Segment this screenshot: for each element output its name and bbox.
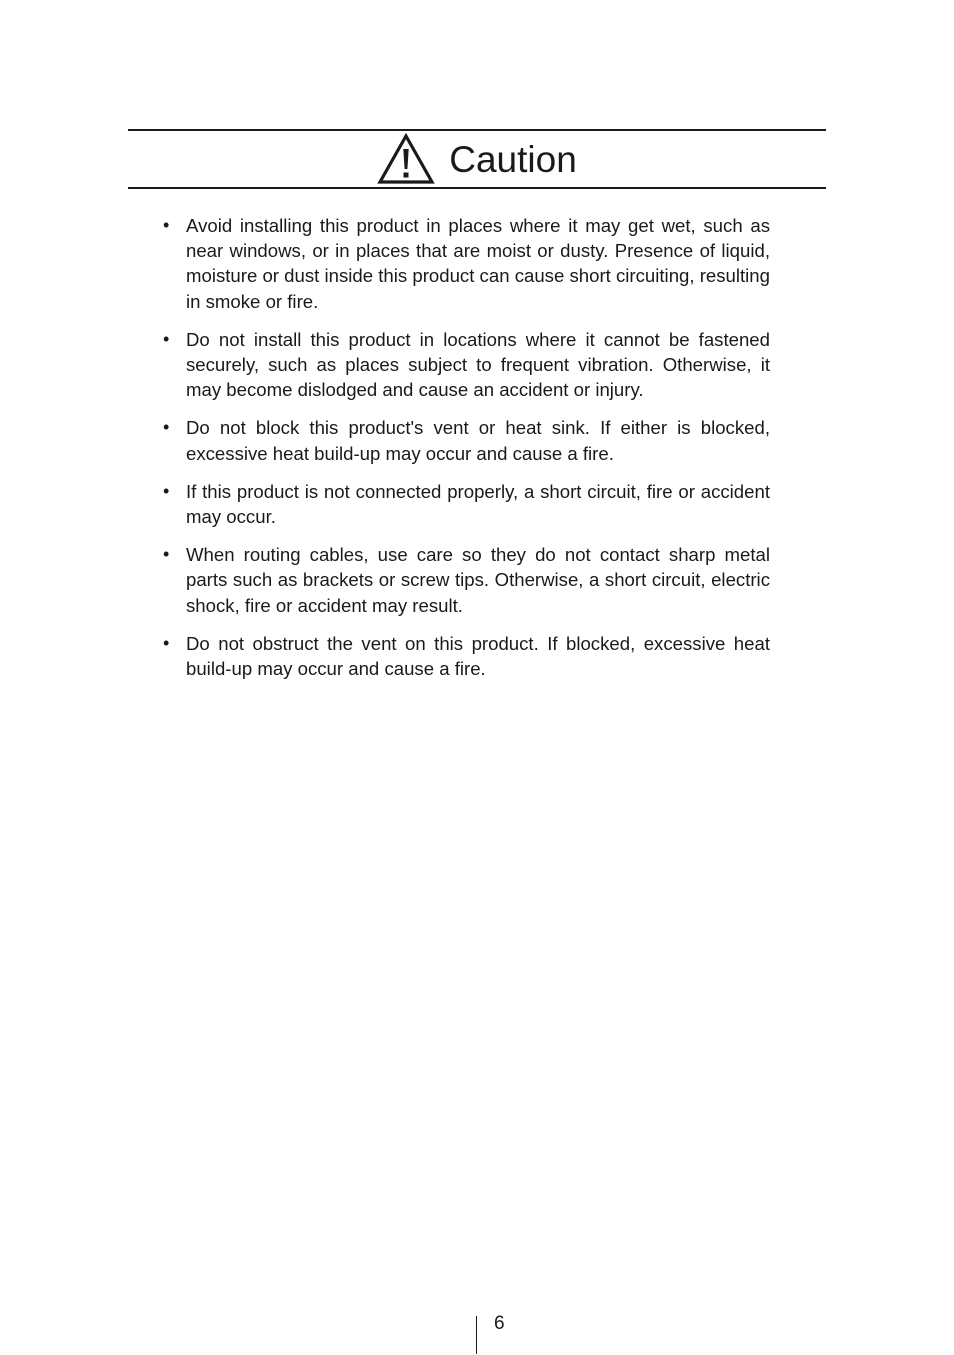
caution-list <box>160 213 770 694</box>
list-item-text: If this product is not connected properly, a short circuit, fire or accident may occur. <box>186 480 770 528</box>
bullet-icon: • <box>163 632 170 653</box>
list-item <box>160 415 770 465</box>
list-item <box>160 631 770 681</box>
list-item <box>160 479 770 529</box>
list-item-text: Do not install this product in locations where it cannot be fastened securely, such as places subject to frequent vibration. Otherwise, it may become dislodged and cause an accident or injury. <box>186 328 770 401</box>
bullet-icon: • <box>163 328 170 349</box>
page-number: 6 <box>494 1313 505 1334</box>
list-item <box>160 327 770 403</box>
bullet-icon: • <box>163 215 170 235</box>
list-item <box>160 542 770 618</box>
list-item <box>160 213 770 314</box>
page-title: Caution <box>449 138 577 180</box>
warning-triangle-icon <box>377 133 435 185</box>
bullet-icon: • <box>163 544 170 565</box>
list-item-text: Do not obstruct the vent on this product. If blocked, excessive heat build-up may occur and cause a fire. <box>186 632 770 680</box>
caution-header <box>128 129 826 189</box>
list-item-text: When routing cables, use care so they do not contact sharp metal parts such as brackets or screw tips. Otherwise, a short circuit, electric shock, fire or accident may result. <box>186 544 770 616</box>
list-item-text: Do not block this product's vent or heat sink. If either is blocked, excessive heat build-up may occur and cause a fire. <box>186 417 770 464</box>
bullet-icon: • <box>163 480 170 501</box>
list-item-text: Avoid installing this product in places where it may get wet, such as near windows, or in places that are moist or dusty. Presence of liquid, moisture or dust inside this product can cause short circuiting, resulting in smoke or fire. <box>186 215 770 312</box>
bullet-icon: • <box>163 417 170 438</box>
footer-divider <box>476 1316 477 1354</box>
